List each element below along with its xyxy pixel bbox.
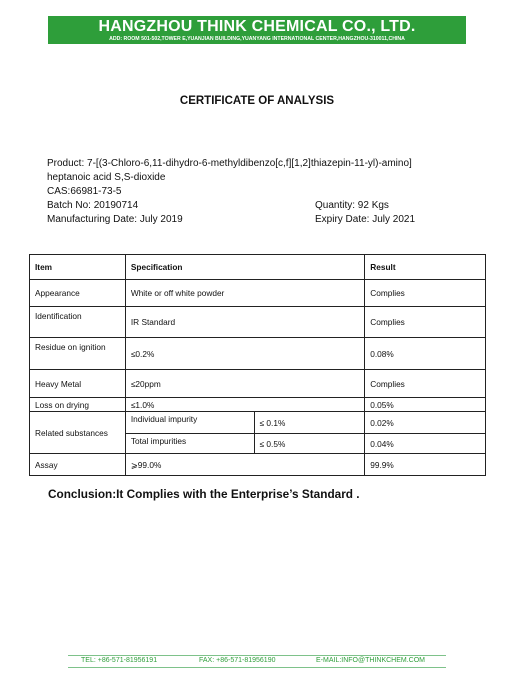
row-item: Assay bbox=[30, 454, 126, 476]
row-item: Related substances bbox=[30, 412, 126, 454]
row-item: Heavy Metal bbox=[30, 370, 126, 398]
table-row bbox=[30, 398, 486, 412]
product-line-1: Product: 7-[(3-Chloro-6,11-dihydro-6-methyldibenzo[c,f][1,2]thiazepin-11-yl)-amino] bbox=[47, 158, 412, 169]
row-spec: ≤0.2% bbox=[125, 338, 364, 370]
header-item: Item bbox=[30, 255, 126, 280]
table-row bbox=[30, 412, 486, 434]
row-spec: ≤1.0% bbox=[125, 398, 364, 412]
table-row bbox=[30, 454, 486, 476]
row-item: Appearance bbox=[30, 280, 126, 307]
row-spec: ≤ 0.1% bbox=[254, 412, 365, 434]
conclusion: Conclusion:It Complies with the Enterprise’s Standard . bbox=[48, 487, 360, 501]
row-item: Identification bbox=[30, 307, 126, 338]
table-row bbox=[30, 338, 486, 370]
footer-tel: TEL: +86-571-81956191 bbox=[81, 657, 158, 664]
row-result: 0.02% bbox=[365, 412, 486, 434]
row-item: Loss on drying bbox=[30, 398, 126, 412]
table-row bbox=[30, 370, 486, 398]
row-result: 0.04% bbox=[365, 434, 486, 454]
row-result: Complies bbox=[365, 280, 486, 307]
footer-fax: FAX: +86-571-81956190 bbox=[199, 657, 276, 664]
table-row bbox=[30, 307, 486, 338]
header-result: Result bbox=[365, 255, 486, 280]
document-title: CERTIFICATE OF ANALYSIS bbox=[179, 95, 335, 107]
footer-divider-top bbox=[68, 655, 446, 656]
quantity: Quantity: 92 Kgs bbox=[315, 200, 389, 211]
row-spec: ≤20ppm bbox=[125, 370, 364, 398]
row-result: Complies bbox=[365, 307, 486, 338]
row-result: Complies bbox=[365, 370, 486, 398]
table-row bbox=[30, 280, 486, 307]
analysis-table bbox=[29, 254, 486, 476]
cas-number: CAS:66981-73-5 bbox=[47, 186, 122, 197]
row-spec: ⩾99.0% bbox=[125, 454, 364, 476]
company-address: ADD: ROOM 501-502,TOWER E,YUANJIAN BUILDING,YUANYANG INTERNATIONAL CENTER,HANGZHOU-310011,CHINA bbox=[109, 36, 405, 42]
footer-email: E-MAIL:INFO@THINKCHEM.COM bbox=[316, 657, 425, 664]
row-result: 0.08% bbox=[365, 338, 486, 370]
expiry-date: Expiry Date: July 2021 bbox=[315, 214, 416, 225]
row-sub-item: Total impurities bbox=[125, 434, 254, 454]
batch-number: Batch No: 20190714 bbox=[47, 200, 139, 211]
footer-divider-bottom bbox=[68, 667, 446, 668]
row-sub-item: Individual impurity bbox=[125, 412, 254, 434]
company-name: HANGZHOU THINK CHEMICAL CO., LTD. bbox=[98, 18, 416, 35]
company-banner bbox=[48, 16, 466, 44]
product-line-2: heptanoic acid S,S-dioxide bbox=[47, 172, 166, 183]
header-specification: Specification bbox=[125, 255, 364, 280]
row-result: 0.05% bbox=[365, 398, 486, 412]
table-header-row bbox=[30, 255, 486, 280]
manufacturing-date: Manufacturing Date: July 2019 bbox=[47, 214, 183, 225]
row-result: 99.9% bbox=[365, 454, 486, 476]
row-spec: IR Standard bbox=[125, 307, 364, 338]
row-item: Residue on ignition bbox=[30, 338, 126, 370]
row-spec: ≤ 0.5% bbox=[254, 434, 365, 454]
row-spec: White or off white powder bbox=[125, 280, 364, 307]
